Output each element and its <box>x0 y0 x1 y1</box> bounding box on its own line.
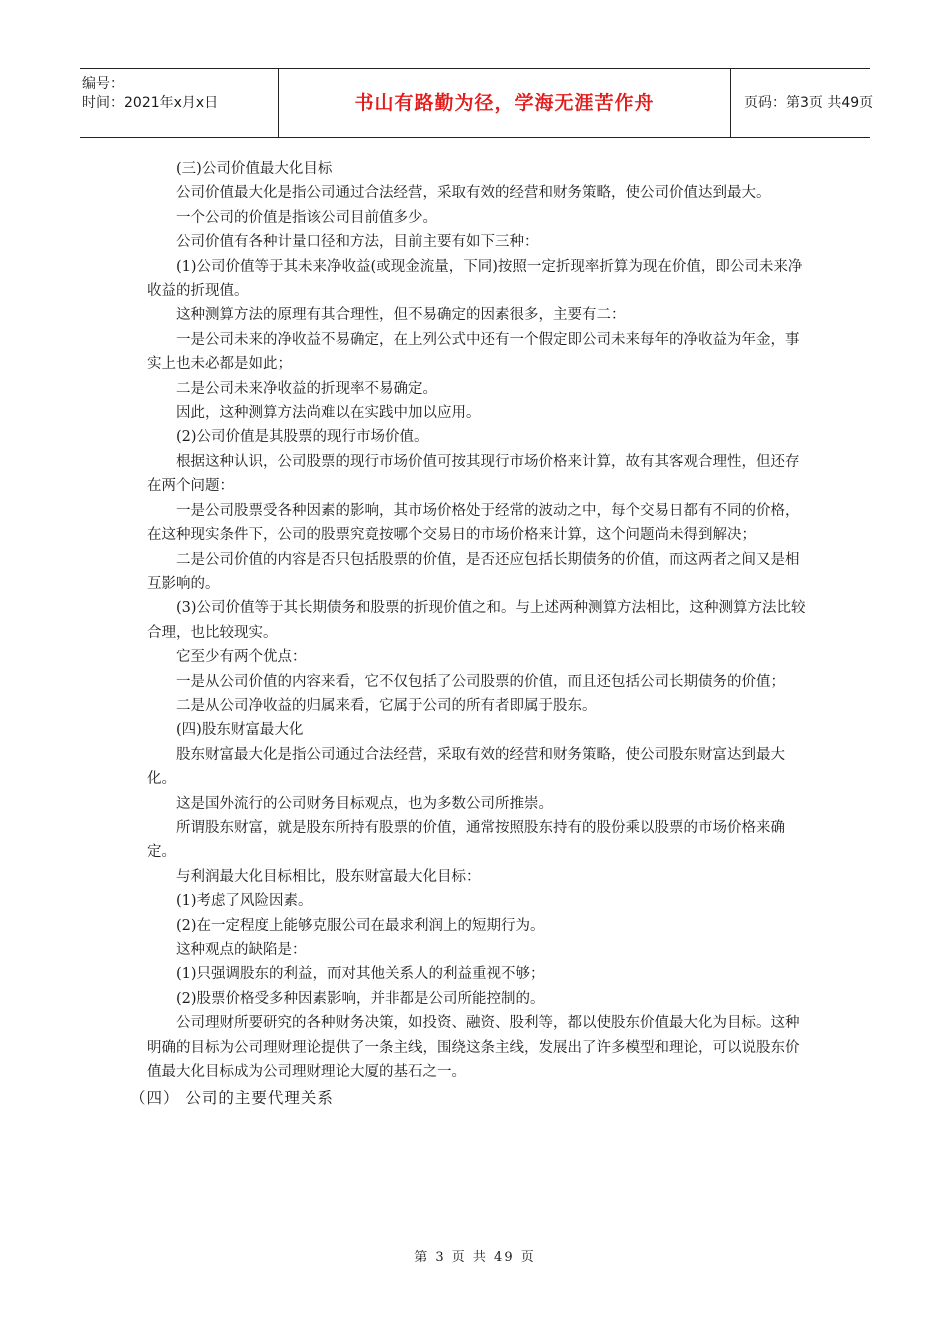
paragraph: (1)考虑了风险因素。 <box>176 893 313 910</box>
paragraph: 公司理财所要研究的各种财务决策，如投资、融资、股利等，都以使股东价值最大化为目标。这种明确的目标为公司理财理论提供了一条主线，围绕这条主线，发展出了许多模型和理论，可以说股东价值最大化目标成为公司理财理论大厦的基石之一。 <box>147 1015 800 1081</box>
paragraph: 它至少有两个优点： <box>176 649 307 666</box>
paragraph: 这是国外流行的公司财务目标观点，也为多数公司所推崇。 <box>176 795 553 812</box>
paragraph: 二是公司价值的内容是否只包括股票的价值，是否还应包括长期债务的价值，而这两者之间又是相互影响的。 <box>147 551 800 592</box>
paragraph: (2)公司价值是其股票的现行市场价值。 <box>176 429 429 446</box>
paragraph: 公司价值有各种计量口径和方法，目前主要有如下三种： <box>176 234 539 251</box>
document-body <box>130 157 813 1111</box>
paragraph: (1)只强调股东的利益，而对其他关系人的利益重视不够； <box>176 966 545 983</box>
header-motto: 书山有路勤为径，学海无涯苦作舟 <box>279 69 731 137</box>
section-heading-4: (四)股东财富最大化 <box>176 722 304 739</box>
paragraph: 这种观点的缺陷是： <box>176 942 307 958</box>
paragraph: 一是公司未来的净收益不易确定，在上列公式中还有一个假定即公司未来每年的净收益为年金，事实上也未必都是如此； <box>147 331 800 373</box>
paragraph: 一是从公司价值的内容来看，它不仅包括了公司股票的价值，而且还包括公司长期债务的价值； <box>176 673 785 690</box>
page-header <box>80 68 874 138</box>
document-time-label: 时间：2021年x月x日 <box>82 95 219 111</box>
paragraph: 与利润最大化目标相比，股东财富最大化目标： <box>176 868 481 885</box>
paragraph: 二是公司未来净收益的折现率不易确定。 <box>176 380 437 397</box>
section-heading-3: (三)公司价值最大化目标 <box>176 161 333 177</box>
paragraph: 一是公司股票受各种因素的影响，其市场价格处于经常的波动之中，每个交易日都有不同的价格，在这种现实条件下，公司的股票究竟按哪个交易日的市场价格来计算，这个问题尚未得到解决； <box>147 502 800 544</box>
document-number-label: 编号： <box>82 76 124 92</box>
paragraph: 股东财富最大化是指公司通过合法经营，采取有效的经营和财务策略，使公司股东财富达到最大化。 <box>147 746 785 788</box>
paragraph: 根据这种认识，公司股票的现行市场价值可按其现行市场价格来计算，故有其客观合理性，但还存在两个问题： <box>147 453 800 495</box>
page-footer: 第 3 页 共 49 页 <box>414 1250 536 1265</box>
paragraph: 这种测算方法的原理有其合理性，但不易确定的因素很多，主要有二： <box>176 307 626 324</box>
paragraph: 公司价值最大化是指公司通过合法经营，采取有效的经营和财务策略，使公司价值达到最大。 <box>176 185 771 202</box>
paragraph: 二是从公司净收益的归属来看，它属于公司的所有者即属于股东。 <box>176 697 597 714</box>
header-page-info: 页码：第3页 共49页 <box>744 95 874 111</box>
chapter-subheading: （四） 公司的主要代理关系 <box>130 1089 334 1108</box>
paragraph: (1)公司价值等于其未来净收益(或现金流量，下同)按照一定折现率折算为现在价值，即公司未来净收益的折现值。 <box>147 258 803 300</box>
paragraph: (3)公司价值等于其长期债务和股票的折现价值之和。与上述两种测算方法相比，这种测算方法比较合理，也比较现实。 <box>147 600 806 641</box>
header-meta <box>80 69 279 137</box>
paragraph: 所谓股东财富，就是股东所持有股票的价值，通常按照股东持有的股份乘以股票的市场价格来确定。 <box>147 819 785 861</box>
paragraph: (2)股票价格受多种因素影响，并非都是公司所能控制的。 <box>176 990 545 1007</box>
paragraph: 一个公司的价值是指该公司目前值多少。 <box>176 209 437 226</box>
paragraph: 因此，这种测算方法尚难以在实践中加以应用。 <box>176 405 481 422</box>
paragraph: (2)在一定程度上能够克服公司在最求利润上的短期行为。 <box>176 917 545 934</box>
